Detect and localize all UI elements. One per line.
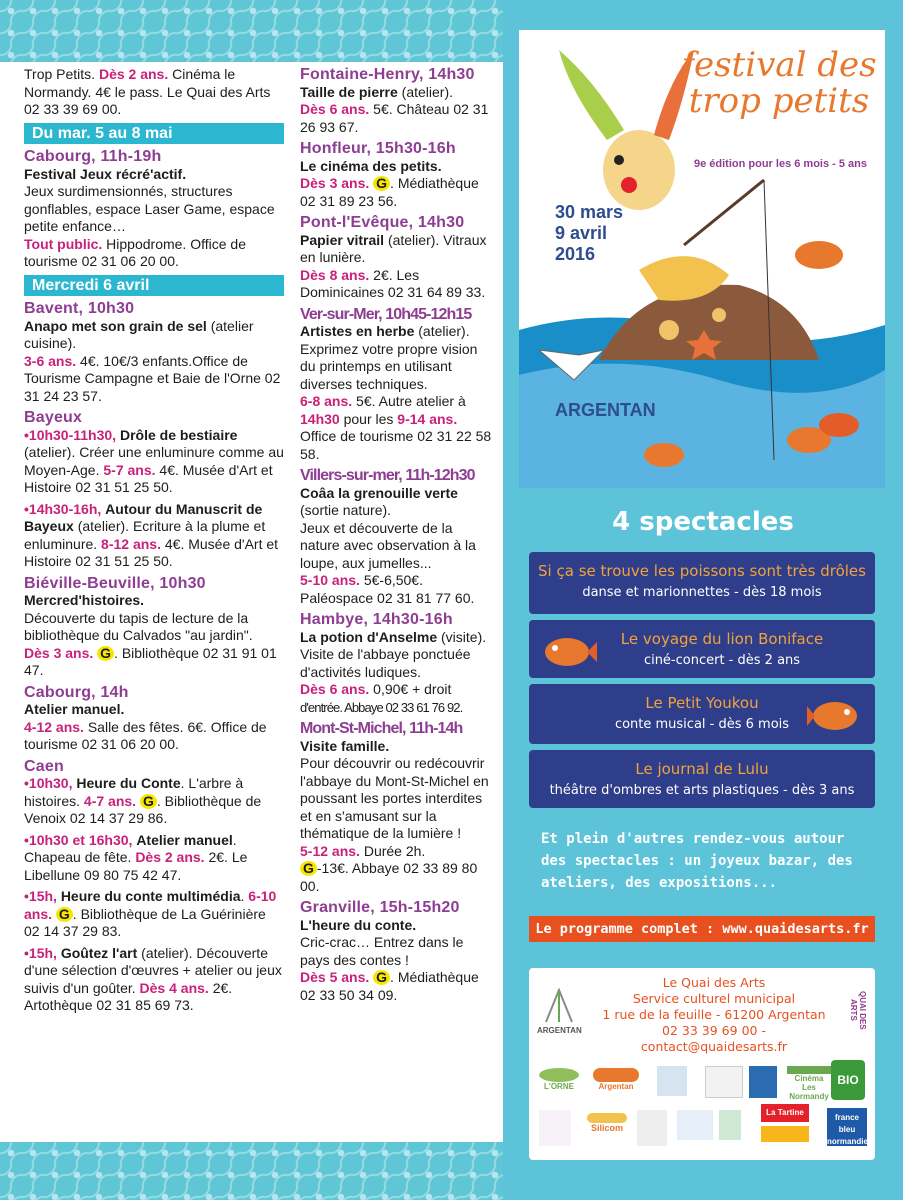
- event-info: pour les: [343, 410, 394, 427]
- event-description: . L'arbre à histoires.: [24, 775, 244, 809]
- age-label: 5-10 ans.: [300, 572, 360, 588]
- age-label: 4-12 ans.: [24, 718, 84, 735]
- event-subtitle: (atelier). Vitraux en lunière.: [300, 231, 487, 265]
- partner-logo: [657, 1066, 687, 1096]
- event-location: Fontaine-Henry, 14h30: [300, 66, 475, 83]
- event-info: 5€. Autre atelier à: [356, 393, 466, 409]
- age-label: Dès 8 ans.: [300, 266, 370, 283]
- age-label: 3-6 ans.: [24, 352, 77, 369]
- event-info: 4€. 10€/3 enfants.Office de Tourisme Campagne et Baie de l'Orne 02 31 24 23 57.: [24, 352, 281, 404]
- bottom-pattern-band: [0, 1142, 503, 1200]
- argentan-city-logo: [593, 1068, 639, 1091]
- free-badge: G: [140, 794, 157, 809]
- event-info: 5€. Château 02 31 26 93 67.: [300, 101, 489, 135]
- event-description: Jeux surdimensionnés, structures gonflables, espace Laser Game, espace petite enfance…: [24, 183, 275, 234]
- event-time: •10h30,: [24, 775, 73, 791]
- tartine-logo: La Tartine: [761, 1104, 809, 1122]
- poster-title-line1: festival des: [681, 45, 877, 85]
- event-info: . Médiathèque 02 33 50 34 09.: [300, 969, 479, 1003]
- show-title: Le journal de Lulu: [635, 760, 769, 778]
- calvados-logo: [749, 1066, 777, 1098]
- event-location: Villers-sur-mer, 11h-12h30: [300, 467, 475, 484]
- argentan-logo: [537, 988, 581, 1038]
- age-label: 6-10 ans.: [24, 888, 277, 922]
- event-honfleur: [300, 140, 495, 210]
- free-badge: G: [300, 861, 317, 876]
- show-card: [529, 620, 875, 678]
- event-title: Mercred'histoires.: [24, 592, 145, 608]
- event-location: Granville, 15h-15h20: [300, 899, 460, 916]
- partner-logo: [637, 1110, 667, 1146]
- spectacles-heading: 4 spectacles: [612, 507, 794, 537]
- event-granville: [300, 899, 495, 1004]
- show-subtitle: danse et marionnettes - dès 18 mois: [582, 585, 822, 600]
- intro-text: Trop Petits.: [24, 66, 96, 82]
- rabbit-ear-left: [559, 50, 624, 140]
- event-title: Atelier manuel: [136, 831, 233, 848]
- event-subtitle: (atelier cuisine).: [24, 317, 254, 351]
- event-title: Heure du Conte: [76, 775, 181, 791]
- age-label: Dès 2 ans.: [135, 849, 205, 865]
- fish: [819, 413, 859, 437]
- festival-poster: [519, 30, 885, 488]
- event-description: Visite de l'abbaye ponctuée d'activités ludiques.: [300, 646, 471, 680]
- show-subtitle: conte musical - dès 6 mois: [614, 717, 790, 732]
- fish-icon: [807, 690, 867, 740]
- age-label: Dès 3 ans.: [300, 175, 370, 191]
- age-label: Dès 3 ans.: [24, 644, 94, 661]
- event-location: Bavent, 10h30: [24, 300, 135, 317]
- event-info: 2€. Artothèque 02 31 85 69 73.: [24, 979, 233, 1013]
- show-card: [529, 684, 875, 744]
- fish: [795, 241, 843, 269]
- rock-spot: [712, 308, 726, 322]
- event-location: Pont-l'Evêque, 14h30: [300, 214, 465, 231]
- event-description: Jeux et découverte de la nature avec observation à la loupe, aux jumelles...: [300, 519, 476, 571]
- event-info: -13€. Abbaye 02 33 89 80 00.: [300, 860, 478, 894]
- event-info: 4€. Musée d'Art et Histoire 02 31 51 25 50.: [24, 461, 273, 495]
- rabbit-nose: [621, 177, 637, 193]
- event-description: . Chapeau de fête.: [24, 831, 237, 865]
- event-title: Artistes en herbe: [300, 323, 415, 339]
- event-description: (atelier). Créer une enluminure comme au Moyen-Age.: [24, 444, 284, 478]
- show-card: [529, 552, 875, 614]
- event-description: (atelier). Ecriture à la plume et enluminure.: [24, 518, 266, 552]
- event-info: . Bibliothèque 02 31 91 01 47.: [24, 644, 277, 678]
- event-pont-leveque: [300, 214, 495, 302]
- contact-lines: [599, 975, 829, 1055]
- age-label: Dès 4 ans.: [139, 979, 209, 996]
- rock-spot: [659, 320, 679, 340]
- event-subtitle: (atelier).: [401, 83, 454, 100]
- event-info: . Médiathèque 02 31 89 23 56.: [300, 175, 479, 209]
- free-badge: G: [373, 970, 390, 985]
- contact-service: Service culturel municipal: [632, 991, 796, 1006]
- rabbit-head: [603, 130, 675, 210]
- event-info: 4€. Musée d'Art et Histoire 02 31 51 25 50.: [24, 535, 279, 569]
- event-info: d'entrée. Abbaye 02 33 61 76 92.: [300, 699, 463, 715]
- event-location: Mont-St-Michel, 11h-14h: [300, 720, 463, 737]
- partner-logo: [719, 1110, 741, 1140]
- event-bayeux: [24, 409, 284, 571]
- show-card: [529, 750, 875, 808]
- event-info: 5€-6,50€. Paléospace 02 31 81 77 60.: [300, 572, 475, 606]
- fish: [644, 443, 684, 467]
- event-location: Honfleur, 15h30-16h: [300, 140, 456, 157]
- partner-logo: [705, 1066, 743, 1098]
- argentan-logo-mark: [544, 988, 574, 1024]
- fish-icon: [537, 624, 597, 674]
- event-bieville: [24, 575, 284, 680]
- event-subtitle: (sortie nature).: [300, 502, 392, 518]
- event-info: 2€. Les Dominicaines 02 31 64 89 33.: [300, 266, 486, 300]
- event-title: Drôle de bestiaire: [119, 426, 238, 443]
- event-time: •15h,: [24, 944, 57, 961]
- contact-address: 1 rue de la feuille - 61200 Argentan: [602, 1007, 826, 1022]
- age-label: Dès 5 ans.: [300, 969, 370, 985]
- rabbit-eye: [614, 155, 624, 165]
- event-bavent: [24, 300, 284, 405]
- intro-entry: [24, 66, 284, 119]
- contact-phone-email[interactable]: 02 33 39 69 00 - contact@quaidesarts.fr: [640, 1023, 788, 1054]
- partner-logo: [539, 1110, 571, 1146]
- free-badge: G: [97, 646, 114, 661]
- age-label: 8-12 ans.: [101, 535, 161, 552]
- fishing-rod: [684, 180, 764, 245]
- event-time: •10h30 et 16h30,: [24, 831, 133, 848]
- event-description: Pour découvrir ou redécouvrir l'abbaye du Mont-St-Michel en poussant les portes interdites et en s'amusant sur la thématique de la lumière !: [300, 755, 489, 841]
- age-label: 9-14 ans.: [397, 410, 458, 427]
- age-label: Tout public.: [24, 235, 103, 252]
- age-label: 6-8 ans.: [300, 393, 353, 409]
- event-title: Goûtez l'art: [60, 944, 138, 961]
- free-badge: G: [373, 176, 390, 191]
- logo-label: Cinéma Les Normandy: [789, 1074, 829, 1101]
- event-description: .: [240, 888, 245, 904]
- event-villers: [300, 467, 495, 607]
- age-label: Dès 2 ans.: [98, 66, 169, 82]
- event-info: Salle des fêtes. 6€. Office de tourisme 02 31 06 20 00.: [24, 718, 267, 752]
- intro-info: Cinéma le Normandy. 4€ le pass. Le Quai des Arts 02 33 39 69 00.: [24, 66, 271, 117]
- event-time: 14h30: [300, 410, 340, 427]
- event-hambye: [300, 611, 495, 716]
- event-time: •10h30-11h30,: [24, 426, 117, 443]
- poster-city: ARGENTAN: [555, 400, 656, 420]
- event-info: Durée 2h.: [363, 842, 426, 859]
- event-cabourg-atelier: [24, 684, 284, 754]
- event-time: •14h30-16h,: [24, 500, 102, 517]
- event-title: Coâa la grenouille verte: [300, 484, 458, 501]
- poster-date-start: 30 mars: [555, 202, 624, 222]
- age-label: 5-12 ans.: [300, 842, 360, 859]
- age-label: Dès 6 ans.: [300, 681, 370, 697]
- event-description: (atelier). Découverte d'une sélection d'œuvres + atelier ou jeux suivis d'un goûter.: [24, 944, 282, 996]
- show-title: Si ça se trouve les poissons sont très drôles: [538, 562, 866, 580]
- contact-venue: Le Quai des Arts: [662, 975, 766, 990]
- middle-listing-column: [300, 66, 495, 1008]
- event-info: . Bibliothèque de Venoix 02 14 37 29 86.: [24, 792, 262, 826]
- show-title: Le voyage du lion Boniface: [620, 630, 824, 648]
- poster-edition: 9e édition pour les 6 mois - 5 ans: [694, 158, 867, 170]
- event-info: . Bibliothèque de La Guérinière 02 14 37 29 83.: [24, 905, 266, 939]
- event-title: La potion d'Anselme: [300, 628, 438, 645]
- top-pattern-band: [0, 0, 503, 62]
- event-location: Caen: [24, 757, 64, 775]
- event-title: Papier vitrail: [300, 231, 385, 248]
- event-cabourg-festival: [24, 148, 284, 271]
- logo-label: ARGENTAN: [537, 1026, 582, 1035]
- event-title: Atelier manuel.: [24, 701, 125, 717]
- poster-date-end: 9 avril: [555, 223, 608, 243]
- logo-label: Silicom: [590, 1123, 623, 1133]
- event-title: L'heure du conte.: [300, 916, 417, 933]
- event-subtitle: (visite).: [441, 628, 487, 645]
- event-title: Visite famille.: [300, 737, 390, 754]
- poster-dates: [555, 202, 623, 265]
- age-label: 5-7 ans.: [103, 461, 156, 478]
- poster-year: 2016: [555, 244, 596, 264]
- program-link[interactable]: Le programme complet : www.quaidesarts.fr: [529, 916, 875, 942]
- show-subtitle: théâtre d'ombres et arts plastiques - dès 3 ans: [549, 783, 855, 798]
- show-subtitle: ciné-concert - dès 2 ans: [643, 653, 801, 668]
- event-title: Festival Jeux récré'actif.: [24, 165, 187, 182]
- event-location: Cabourg, 11h-19h: [24, 148, 162, 165]
- left-listing-column: [24, 66, 284, 1019]
- cinema-logo: [787, 1066, 831, 1101]
- event-title: Taille de pierre: [300, 83, 398, 100]
- event-ver-sur-mer: [300, 306, 495, 464]
- event-title: Heure du conte multimédia: [60, 888, 241, 904]
- event-time: •15h,: [24, 888, 57, 904]
- age-label: 4-7 ans.: [83, 792, 137, 809]
- event-location: Cabourg, 14h: [24, 683, 129, 701]
- event-info: Hippodrome. Office de tourisme 02 31 06 20 00.: [24, 235, 246, 269]
- event-info: 2€. Le Libellune 09 80 75 42 47.: [24, 849, 248, 883]
- silicom-logo: [587, 1113, 627, 1133]
- event-info: 0,90€ + droit: [373, 681, 452, 697]
- event-mont-st-michel: [300, 720, 495, 895]
- show-title: Le Petit Youkou: [645, 694, 759, 712]
- event-title: Anapo met son grain de sel: [24, 317, 207, 334]
- poster-title-line2: trop petits: [688, 81, 870, 121]
- bio-logo: BIO: [831, 1060, 865, 1100]
- partner-logo: [677, 1110, 713, 1140]
- event-caen: [24, 758, 284, 1015]
- event-location: Ver-sur-Mer, 10h45-12h15: [300, 305, 472, 323]
- free-badge: G: [56, 907, 73, 922]
- contact-box: [529, 968, 875, 1160]
- event-title: Autour du Manuscrit de Bayeux: [24, 500, 263, 534]
- event-description: Découverte du tapis de lecture de la bibliothèque du Calvados "au jardin".: [24, 609, 253, 643]
- orne-logo: [539, 1068, 579, 1091]
- event-title: Le cinéma des petits.: [300, 157, 442, 174]
- partner-logo: [761, 1126, 809, 1142]
- france-bleu-logo: france bleu normandie: [827, 1108, 867, 1146]
- logo-label: Argentan: [598, 1082, 634, 1091]
- event-subtitle: (atelier).: [418, 323, 470, 339]
- event-location: Biéville-Beuville, 10h30: [24, 574, 206, 592]
- age-label: Dès 6 ans.: [300, 101, 370, 117]
- logo-label: L'ORNE: [544, 1082, 574, 1091]
- event-location: Hambye, 14h30-16h: [300, 611, 453, 628]
- quai-des-arts-logo: QUAI DES ARTS: [849, 990, 867, 1030]
- event-description: Exprimez votre propre vision du printemps en utilisant diverses techniques.: [300, 340, 478, 392]
- event-fontaine-henry: [300, 66, 495, 136]
- event-description: Cric-crac… Entrez dans le pays des contes !: [300, 934, 464, 968]
- event-info: Office de tourisme 02 31 22 58 58.: [300, 428, 492, 462]
- event-location: Bayeux: [24, 409, 83, 426]
- date-band: Mercredi 6 avril: [24, 275, 284, 297]
- date-band: Du mar. 5 au 8 mai: [24, 123, 284, 145]
- extra-events-text: Et plein d'autres rendez-vous autour des spectacles : un joyeux bazar, des ateliers, des expositions...: [541, 831, 853, 891]
